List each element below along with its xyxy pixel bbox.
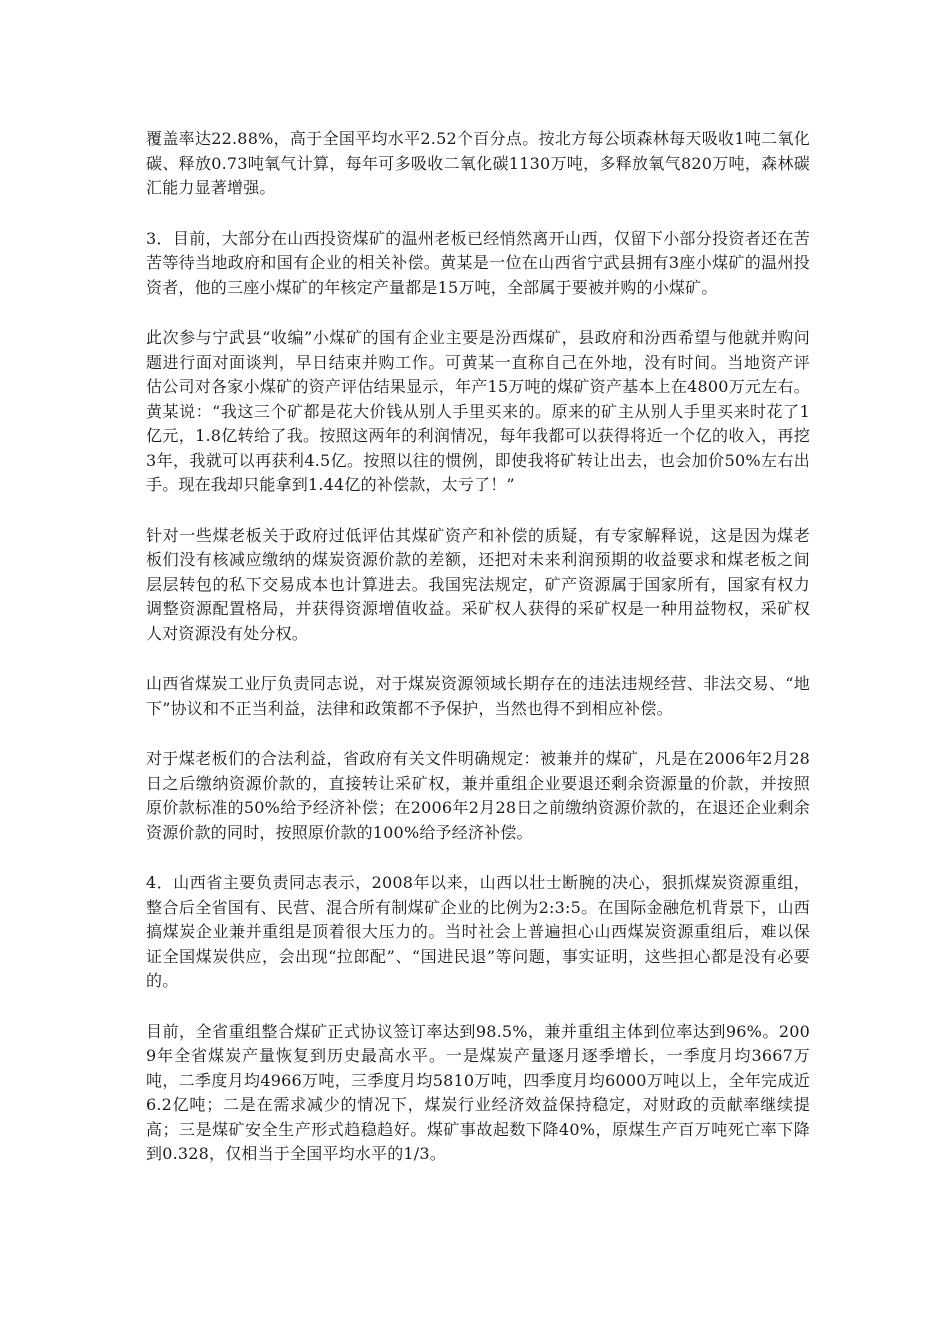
paragraph-compensation-rules: 对于煤老板们的合法利益，省政府有关文件明确规定：被兼并的煤矿，凡是在2006年2月28日之后缴纳资源价款的，直接转让采矿权，兼并重组企业要退还剩余资源量的价款，并按照原价款标准的50%给予经济补偿；在2006年2月28日之前缴纳资源价款的，在退还企业剩余资源价款的同时，按照原价款的100%给予经济补偿。 (146, 749, 810, 842)
paragraph-wenzhou-investors: 3．目前，大部分在山西投资煤矿的温州老板已经悄然离开山西，仅留下小部分投资者还在苦苦等待当地政府和国有企业的相关补偿。黄某是一位在山西省宁武县拥有3座小煤矿的温州投资者，他的三座小煤矿的年核定产量都是15万吨，全部属于要被并购的小煤矿。 (146, 228, 810, 297)
paragraph-ningwu-acquisition: 此次参与宁武县“收编”小煤矿的国有企业主要是汾西煤矿，县政府和汾西希望与他就并购问题进行面对面谈判，早日结束并购工作。可黄某一直称自己在外地，没有时间。当地资产评估公司对各家小煤矿的资产评估结果显示，年产15万吨的煤矿资产基本上在4800万元左右。黄某说：“我这三个矿都是花大价钱从别人手里买来的。原来的矿主从别人手里买来时花了1亿元，1.8亿转给了我。按照这两年的利润情况，每年我都可以获得将近一个亿的收入，再挖3年，我就可以再获利4.5亿。按照以往的惯例，即使我将矿转让出去，也会加价50%左右出手。现在我却只能拿到1.44亿的补偿款，太亏了！” (146, 328, 810, 494)
paragraph-restructuring: 4．山西省主要负责同志表示，2008年以来，山西以壮士断腕的决心，狠抓煤炭资源重组，整合后全省国有、民营、混合所有制煤矿企业的比例为2:3:5。在国际金融危机背景下，山西搞煤炭企业兼并重组是顶着很大压力的。当时社会上普遍担心山西煤炭资源重组后，难以保证全国煤炭供应，会出现“拉郎配”、“国进民退”等问题，事实证明，这些担心都是没有必要的。 (146, 873, 810, 990)
paragraph-expert-explanation: 针对一些煤老板关于政府过低评估其煤矿资产和补偿的质疑，有专家解释说，这是因为煤老板们没有核减应缴纳的煤炭资源价款的差额，还把对未来利润预期的收益要求和煤老板之间层层转包的私下交易成本也计算进去。我国宪法规定，矿产资源属于国家所有，国家有权力调整资源配置格局，并获得资源增值收益。采矿权人获得的采矿权是一种用益物权，采矿权人对资源没有处分权。 (146, 525, 810, 643)
paragraph-production-results: 目前，全省重组整合煤矿正式协议签订率达到98.5%，兼并重组主体到位率达到96%。2009年全省煤炭产量恢复到历史最高水平。一是煤炭产量逐月逐季增长，一季度月均3667万吨，二季度月均4966万吨，三季度月均5810万吨，四季度月均6000万吨以上，全年完成近6.2亿吨；二是在需求减少的情况下，煤炭行业经济效益保持稳定，对财政的贡献率继续提高；三是煤矿安全生产形式趋稳趋好。煤矿事故起数下降40%，原煤生产百万吨死亡率下降到0.328，仅相当于全国平均水平的1/3。 (146, 1021, 810, 1163)
paragraph-coal-department: 山西省煤炭工业厅负责同志说，对于煤炭资源领域长期存在的违法违规经营、非法交易、“地下”协议和不正当利益，法律和政策都不予保护，当然也得不到相应补偿。 (146, 674, 810, 718)
document-body (146, 127, 810, 1193)
paragraph-forest-coverage: 覆盖率达22.88%，高于全国平均水平2.52个百分点。按北方每公顷森林每天吸收1吨二氧化碳、释放0.73吨氧气计算，每年可多吸收二氧化碳1130万吨，多释放氧气820万吨，森林碳汇能力显著增强。 (146, 129, 810, 197)
